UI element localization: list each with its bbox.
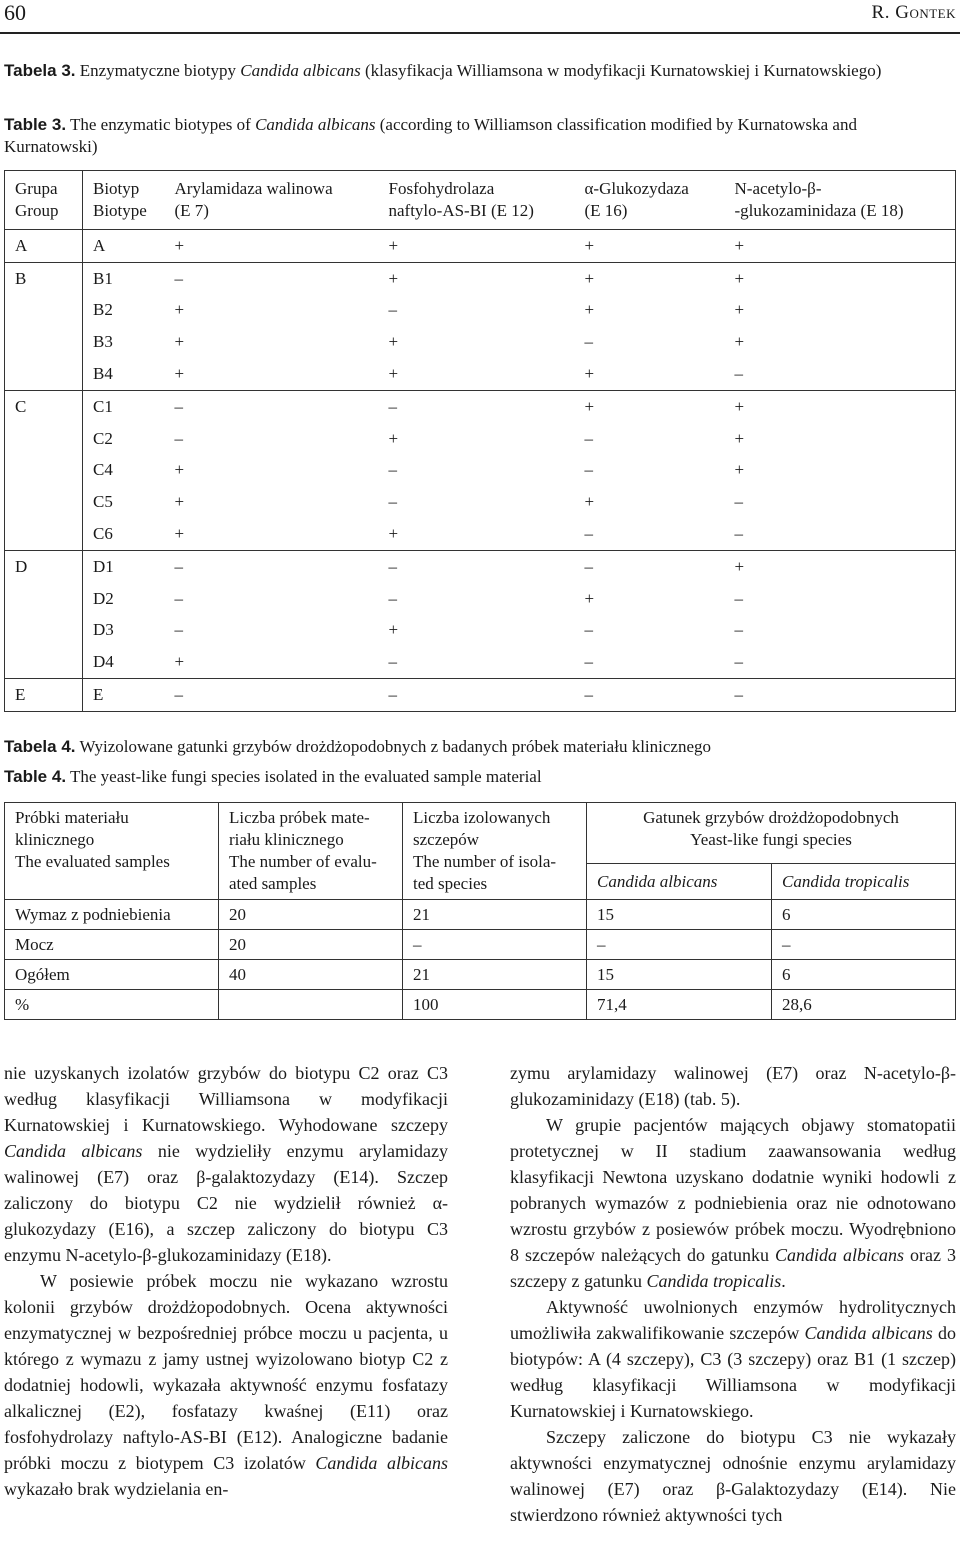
tropicalis-cell: 6 (772, 900, 956, 930)
table4-caption-pl-text: Wyizolowane gatunki grzybów drożdżopodobnych z badanych próbek materiału klinicznego (79, 737, 711, 756)
e7-cell: + (174, 235, 185, 255)
header-number-isolated: Liczba izolowanych szczepów The number of isola- ted species (403, 803, 587, 900)
e7-cell: + (174, 332, 185, 352)
e12-cell: – (388, 588, 397, 608)
e16-cell: + (584, 300, 595, 320)
group-cell (5, 486, 83, 518)
biotype-row (5, 262, 956, 294)
table3-caption-en (4, 114, 952, 158)
biotype-row (5, 423, 956, 455)
biotype-cell: B2 (93, 300, 113, 320)
tropicalis-cell: 6 (772, 960, 956, 990)
e18-cell: – (725, 679, 956, 712)
e18-cell: – (725, 615, 956, 647)
table3-caption-en-text2: (according to Williamson classification modified by Kurnatowska and Kurnatowski) (4, 115, 857, 156)
e18-cell: + (725, 262, 956, 294)
e16-cell: – (584, 332, 593, 352)
e12-cell: + (388, 524, 399, 544)
species-table (4, 802, 956, 1020)
group-cell: A (5, 230, 83, 263)
isolated-count-cell: 21 (403, 900, 587, 930)
e18-cell: + (725, 423, 956, 455)
body-column-left (4, 1060, 448, 1502)
paragraph: zymu arylamidazy walinowej (E7) oraz N-acetylo-β-glukozaminidazy (E18) (tab. 5). (510, 1063, 956, 1109)
biotype-table-header (5, 171, 956, 230)
e7-cell: – (165, 550, 379, 582)
table3-caption-pl-label: Tabela 3. (4, 61, 76, 80)
samples-count-cell: 20 (219, 900, 403, 930)
e16-cell: + (575, 262, 725, 294)
page-number: 60 (4, 0, 26, 25)
group-cell: E (5, 679, 83, 712)
e12-cell: + (388, 620, 399, 640)
biotype-row (5, 518, 956, 550)
species-row (5, 900, 956, 930)
header-rule (0, 32, 960, 34)
samples-count-cell (219, 990, 403, 1020)
paragraph: W grupie pacjentów mających objawy stomatopatii protetycznej w II stadium zaawansowania według klasyfikacji Newtona uzyskano dodatnie wyniki hodowli z pobranych wymazów z podniebienia oraz nie odnotowano wzrostu grzybów z posiewów próbek moczu. Wyodrębniono 8 szczepów należących do gatunku Candida albicans oraz 3 szczepy z gatunku Candida tropicalis. (510, 1115, 957, 1291)
biotype-row (5, 646, 956, 678)
biotype-row (5, 358, 956, 390)
header-species: Gatunek grzybów drożdżopodobnych Yeast-like fungi species (587, 803, 956, 864)
e12-cell: – (388, 492, 397, 512)
e7-cell: – (174, 428, 183, 448)
e12-cell: – (388, 652, 397, 672)
e16-cell: – (584, 652, 593, 672)
e7-cell: + (174, 460, 185, 480)
header-e7: Arylamidaza walinowa (E 7) (165, 171, 379, 230)
biotype-cell: B3 (93, 332, 113, 352)
e18-cell: + (725, 326, 956, 358)
e12-cell: + (388, 364, 399, 384)
e18-cell: – (725, 518, 956, 550)
header-candida-albicans: Candida albicans (587, 864, 772, 900)
e12-cell: + (388, 428, 399, 448)
table4-caption-en (4, 766, 952, 788)
header-e16: α-Glukozydaza (E 16) (575, 171, 725, 230)
albicans-cell: 71,4 (587, 990, 772, 1020)
group-cell: D (5, 550, 83, 582)
table3-caption-en-text1: The enzymatic biotypes of (70, 115, 251, 134)
biotype-row (5, 326, 956, 358)
e7-cell: – (174, 588, 183, 608)
group-cell (5, 518, 83, 550)
e7-cell: – (165, 262, 379, 294)
e7-cell: + (174, 300, 185, 320)
biotype-cell: E (83, 679, 165, 712)
biotype-row (5, 295, 956, 327)
isolated-count-cell: – (403, 930, 587, 960)
table4-caption-pl (4, 736, 952, 758)
isolated-count-cell: 21 (403, 960, 587, 990)
e16-cell: + (584, 492, 595, 512)
e18-cell: + (725, 390, 956, 422)
species-row (5, 960, 956, 990)
e12-cell: + (388, 235, 399, 255)
table3-caption-pl (4, 60, 952, 82)
biotype-row (5, 486, 956, 518)
e7-cell: – (165, 390, 379, 422)
e16-cell: – (575, 550, 725, 582)
e7-cell: + (174, 652, 185, 672)
table3-caption-en-species: Candida albicans (255, 115, 376, 134)
samples-count-cell: 20 (219, 930, 403, 960)
e16-cell: + (584, 588, 595, 608)
biotype-cell: C6 (93, 524, 113, 544)
table3-caption-en-label: Table 3. (4, 115, 67, 134)
biotype-cell: C4 (93, 460, 113, 480)
group-cell (5, 326, 83, 358)
header-samples: Próbki materiału klinicznego The evaluated samples (5, 803, 219, 900)
header-candida-tropicalis: Candida tropicalis (772, 864, 956, 900)
e16-cell: – (584, 524, 593, 544)
e7-cell: – (165, 679, 379, 712)
group-cell (5, 646, 83, 678)
biotype-cell: B1 (83, 262, 165, 294)
biotype-table (4, 170, 956, 712)
albicans-cell: – (587, 930, 772, 960)
group-cell (5, 295, 83, 327)
e16-cell: + (584, 364, 595, 384)
biotype-cell: C5 (93, 492, 113, 512)
e7-cell: + (174, 364, 185, 384)
biotype-cell: D4 (93, 652, 114, 672)
biotype-row (5, 615, 956, 647)
e12-cell: – (388, 300, 397, 320)
biotype-cell: C2 (93, 428, 113, 448)
biotype-cell: D3 (93, 620, 114, 640)
biotype-row (5, 679, 956, 712)
biotype-row (5, 390, 956, 422)
e7-cell: + (174, 492, 185, 512)
e16-cell: – (584, 460, 593, 480)
header-biotype: Biotyp Biotype (83, 171, 165, 230)
group-cell (5, 583, 83, 615)
albicans-cell: 15 (587, 900, 772, 930)
e18-cell: – (725, 358, 956, 390)
body-column-right (510, 1060, 956, 1528)
tropicalis-cell: 28,6 (772, 990, 956, 1020)
table4-caption-en-text: The yeast-like fungi species isolated in the evaluated sample material (70, 767, 542, 786)
albicans-cell: 15 (587, 960, 772, 990)
header-e18: N-acetylo-β- -glukozaminidaza (E 18) (725, 171, 956, 230)
e12-cell: – (379, 679, 575, 712)
e12-cell: + (379, 262, 575, 294)
e16-cell: – (584, 620, 593, 640)
species-table-header-1 (5, 803, 956, 864)
e18-cell: – (725, 486, 956, 518)
header-number-samples: Liczba próbek mate- riału klinicznego The number of evalu- ated samples (219, 803, 403, 900)
biotype-cell: C1 (83, 390, 165, 422)
e16-cell: – (575, 679, 725, 712)
group-cell (5, 455, 83, 487)
biotype-cell: B4 (93, 364, 113, 384)
group-cell (5, 615, 83, 647)
paragraph: Szczepy zaliczone do biotypu C3 nie wykazały aktywności enzymatycznej odnośnie enzymu arylamidazy walinowej (E7) oraz β-Galaktozydazy (E14). Nie stwierdzono również aktywności tych (510, 1427, 956, 1525)
e12-cell: – (379, 550, 575, 582)
paragraph: W posiewie próbek moczu nie wykazano wzrostu kolonii grzybów drożdżopodobnych. Ocena aktywności enzymatycznej w bezpośredniej próbce moczu u pacjenta, u którego z wymazu z jamy ustnej wyizolowano biotyp C2 z dodatniej hodowli, wykazała aktywność enzymu fosfatazy alkalicznej (E2), fosfatazy kwaśnej (E11) oraz fosfohydrolazy naftylo-AS-BI (E12). Analogiczne badanie próbki moczu z biotypem C3 izolatów Candida albicans wykazało brak wydzielania en- (4, 1271, 448, 1499)
isolated-count-cell: 100 (403, 990, 587, 1020)
e16-cell: + (575, 390, 725, 422)
table3-caption-pl-text2: (klasyfikacja Williamsona w modyfikacji Kurnatowskiej i Kurnatowskiego) (364, 61, 882, 80)
table3-caption-pl-species: Candida albicans (240, 61, 361, 80)
table4-caption-en-label: Table 4. (4, 767, 67, 786)
sample-cell: Wymaz z podniebienia (5, 900, 219, 930)
tropicalis-cell: – (772, 930, 956, 960)
paragraph: Aktywność uwolnionych enzymów hydrolitycznych umożliwiła zakwalifikowanie szczepów Candida albicans do biotypów: A (4 szczepy), C3 (3 szczepy) oraz B1 (1 szczep) według klasyfikacji Williamsona w modyfikacji Kurnatowskiej i Kurnatowskiego. (510, 1297, 956, 1421)
group-cell: C (5, 390, 83, 422)
paragraph: nie uzyskanych izolatów grzybów do biotypu C2 oraz C3 według klasyfikacji Williamsona w modyfikacji Kurnatowskiej i Kurnatowskiego. Wyhodowane szczepy Candida albicans nie wydzieliły enzymu arylamidazy walinowej (E7) oraz β-galaktozydazy (E14). Szczep zaliczony do biotypu C2 nie wydzielił również α-glukozydazy (E16), a szczep zaliczony do biotypu C3 enzymu N-acetylo-β-glukozaminidazy (E18). (4, 1063, 448, 1265)
species-row (5, 990, 956, 1020)
e7-cell: – (174, 620, 183, 640)
sample-cell: Ogółem (5, 960, 219, 990)
biotype-row (5, 583, 956, 615)
e18-cell: – (725, 583, 956, 615)
samples-count-cell: 40 (219, 960, 403, 990)
biotype-cell: D2 (93, 588, 114, 608)
e18-cell: + (725, 550, 956, 582)
table4-caption-pl-label: Tabela 4. (4, 737, 76, 756)
e12-cell: – (388, 460, 397, 480)
biotype-row (5, 550, 956, 582)
e18-cell: + (725, 455, 956, 487)
sample-cell: % (5, 990, 219, 1020)
group-cell (5, 358, 83, 390)
e12-cell: – (379, 390, 575, 422)
e16-cell: + (584, 235, 595, 255)
biotype-row (5, 230, 956, 263)
header-group: Grupa Group (5, 171, 83, 230)
species-row (5, 930, 956, 960)
biotype-cell: A (93, 235, 106, 255)
e12-cell: + (388, 332, 399, 352)
sample-cell: Mocz (5, 930, 219, 960)
group-cell (5, 423, 83, 455)
biotype-cell: D1 (83, 550, 165, 582)
header-e12: Fosfohydrolaza naftylo-AS-BI (E 12) (379, 171, 575, 230)
running-head: R. Gontek (871, 2, 956, 23)
e18-cell: – (725, 646, 956, 678)
group-cell: B (5, 262, 83, 294)
table3-caption-pl-text1: Enzymatyczne biotypy (79, 61, 237, 80)
e7-cell: + (174, 524, 185, 544)
e16-cell: – (584, 428, 593, 448)
biotype-row (5, 455, 956, 487)
e18-cell: + (725, 295, 956, 327)
e18-cell: + (725, 230, 956, 263)
